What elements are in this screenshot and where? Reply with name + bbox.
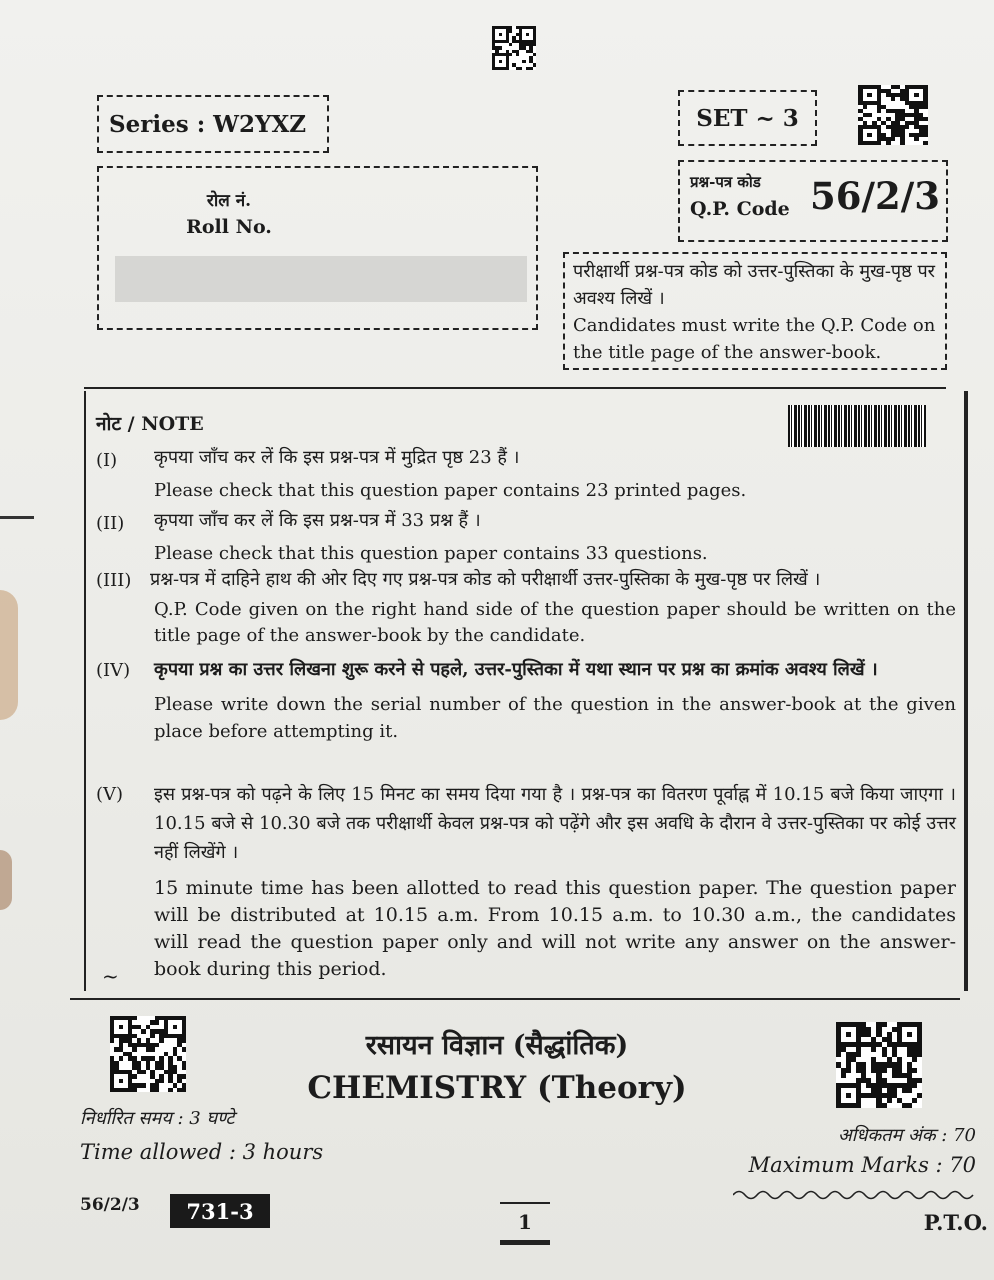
candidate-instruction-box — [563, 252, 947, 370]
subject-title-english: CHEMISTRY (Theory) — [307, 1070, 687, 1106]
page-number: 1 — [500, 1202, 550, 1245]
note-item-hindi: कृपया जाँच कर लें कि इस प्रश्न-पत्र में 33 प्रश्न हैं । — [154, 510, 481, 531]
note-item-number: (V) — [96, 784, 124, 805]
barcode-icon — [788, 405, 926, 447]
set-label: SET ~ 3 — [696, 104, 799, 132]
qr-code-icon — [492, 26, 536, 70]
max-marks-hindi: अधिकतम अंक : 70 — [837, 1125, 976, 1146]
note-item-hindi: इस प्रश्न-पत्र को पढ़ने के लिए 15 मिनट का समय दिया गया है । प्रश्न-पत्र का वितरण पूर्वाह्न में 10.15 बजे किया जाएगा । 10.15 बजे से 10.30 बजे तक परीक्षार्थी केवल प्रश्न-पत्र को पढ़ेंगे और इस अवधि के दौरान वे उत्तर-पुस्तिका पर कोई उत्तर नहीं लिखेंगे । — [154, 784, 956, 863]
candidate-instruction-english: Candidates must write the Q.P. Code on the title page of the answer-book. — [573, 315, 936, 363]
note-item-number: (I) — [96, 450, 118, 471]
roll-label-hindi: रोल नं. — [206, 191, 252, 211]
tilde-mark: ~ — [102, 964, 119, 988]
qp-label-hindi: प्रश्न-पत्र कोड — [690, 173, 761, 191]
finger-shadow — [0, 850, 12, 910]
note-title: नोट / NOTE — [96, 413, 204, 435]
note-item-english: Please write down the serial number of the question in the answer-book at the given place before attempting it. — [154, 694, 956, 742]
version-badge: 731-3 — [170, 1194, 270, 1228]
qp-label-english: Q.P. Code — [690, 198, 790, 220]
note-item-hindi: कृपया जाँच कर लें कि इस प्रश्न-पत्र में मुद्रित पृष्ठ 23 हैं । — [154, 447, 520, 468]
roll-number-field[interactable] — [115, 256, 527, 302]
note-item-english: 15 minute time has been allotted to read this question paper. The question paper will be distributed at 10.15 a.m. From 10.15 a.m. to 10.30 a.m., the candidates will read the question paper only and will not write any answer on the answer-book during this period. — [154, 877, 956, 980]
finger-shadow — [0, 590, 18, 720]
qp-code-value: 56/2/3 — [809, 174, 940, 218]
edge-mark — [0, 516, 34, 519]
note-item-hindi: प्रश्न-पत्र में दाहिने हाथ की ओर दिए गए प्रश्न-पत्र कोड को परीक्षार्थी उत्तर-पुस्तिका के मुख-पृष्ठ पर लिखें । — [150, 569, 821, 590]
qp-code-box — [678, 160, 948, 242]
subject-title-hindi: रसायन विज्ञान (सैद्धांतिक) — [365, 1030, 629, 1061]
note-item-number: (IV) — [96, 660, 131, 681]
note-item-hindi: कृपया प्रश्न का उत्तर लिखना शुरू करने से पहले, उत्तर-पुस्तिका में यथा स्थान पर प्रश्न का क्रमांक अवश्य लिखें । — [154, 659, 878, 680]
max-marks-english: Maximum Marks : 70 — [748, 1153, 976, 1177]
divider — [70, 998, 960, 1000]
divider — [84, 387, 946, 389]
note-item-english: Please check that this question paper contains 23 printed pages. — [154, 480, 747, 501]
qr-code-icon — [858, 85, 928, 145]
roll-number-box — [97, 166, 538, 330]
time-allowed-hindi: निर्धारित समय : 3 घण्टे — [80, 1108, 235, 1129]
candidate-instruction-hindi: परीक्षार्थी प्रश्न-पत्र कोड को उत्तर-पुस्तिका के मुख-पृष्ठ पर अवश्य लिखें । — [573, 261, 936, 309]
note-item-number: (II) — [96, 513, 125, 534]
roll-label-english: Roll No. — [186, 216, 272, 238]
pto-label: P.T.O. — [923, 1210, 988, 1235]
note-item-english: Please check that this question paper contains 33 questions. — [154, 543, 708, 564]
note-item-english: Q.P. Code given on the right hand side of the question paper should be written on the title page of the answer-book by the candidate. — [154, 599, 956, 646]
note-item-number: (III) — [96, 570, 132, 591]
wavy-divider — [733, 1188, 977, 1202]
series-label: Series : W2YXZ — [109, 110, 307, 138]
series-box — [97, 95, 329, 153]
set-box — [678, 90, 817, 146]
time-allowed-english: Time allowed : 3 hours — [80, 1140, 324, 1164]
footer-qp-code: 56/2/3 — [80, 1195, 140, 1215]
